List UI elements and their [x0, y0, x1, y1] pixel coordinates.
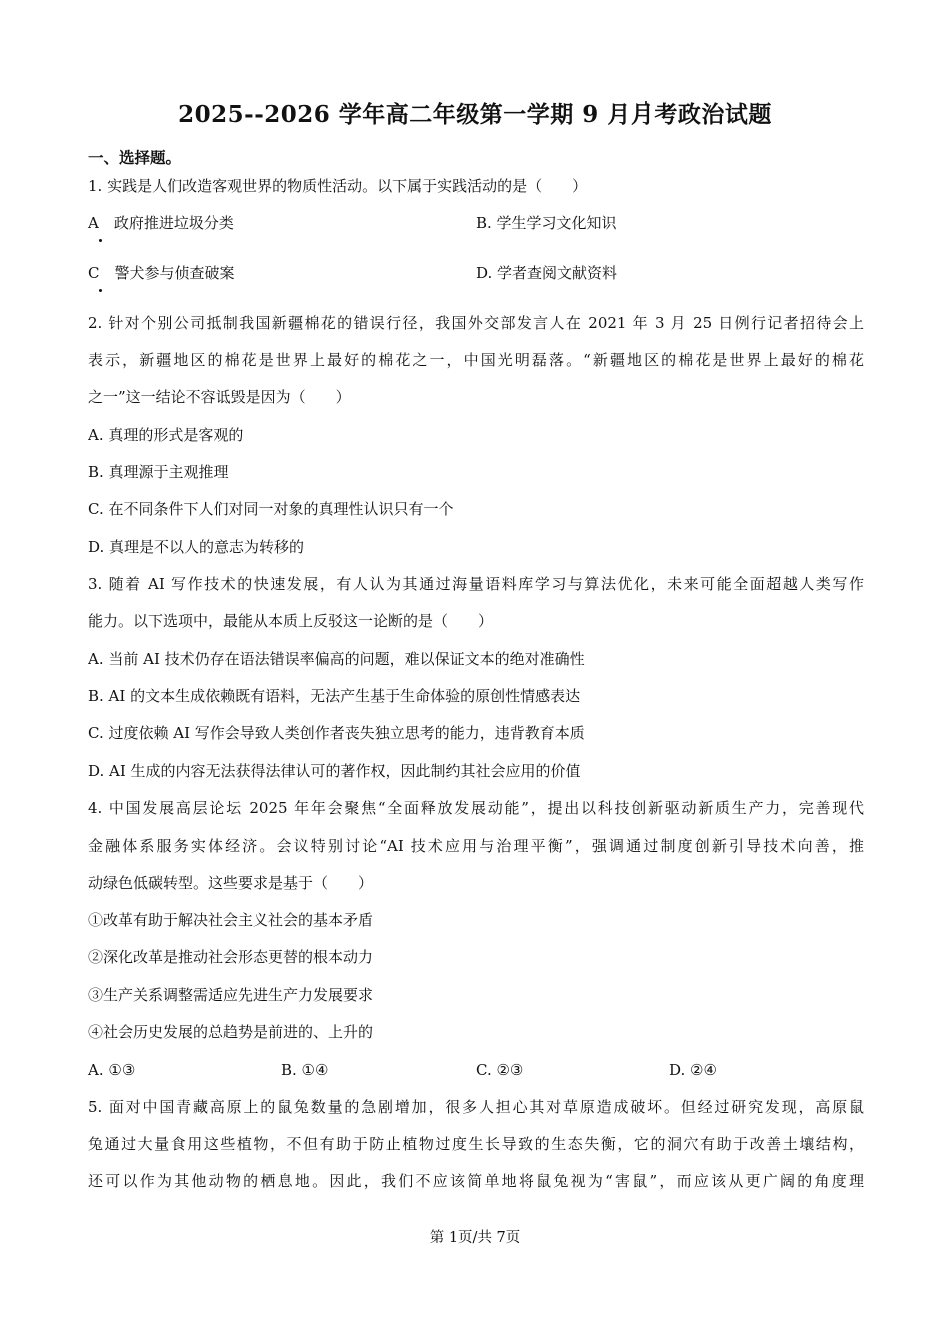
q1-option-c: C 警犬参与侦查破案 [88, 264, 235, 282]
q1-stem: 1. 实践是人们改造客观世界的物质性活动。以下属于实践活动的是（ ） [88, 177, 588, 195]
q4-stem-line-1: 4. 中国发展高层论坛 2025 年年会聚焦“全面释放发展动能”，提出以科技创新驱动新质生产力，完善现代 [88, 799, 864, 817]
q4-option-b: B. ①④ [281, 1061, 329, 1079]
q1-option-d: D. 学者查阅文献资料 [476, 264, 618, 282]
q4-option-c: C. ②③ [476, 1061, 524, 1079]
q2-stem-line-1: 2. 针对个别公司抵制我国新疆棉花的错误行径，我国外交部发言人在 2021 年 3 月 25 日例行记者招待会上 [88, 314, 864, 332]
q5-stem-line-3: 还可以作为其他动物的栖息地。因此，我们不应该简单地将鼠兔视为“害鼠”，而应该从更广阔的角度理 [88, 1172, 864, 1190]
q4-option-d: D. ②④ [669, 1061, 717, 1079]
q3-option-a: A. 当前 AI 技术仍存在语法错误率偏高的问题，难以保证文本的绝对准确性 [88, 650, 585, 668]
q1-option-a: A 政府推进垃圾分类 [88, 214, 234, 232]
q4-statement-2: ②深化改革是推动社会形态更替的根本动力 [88, 948, 374, 966]
q2-option-d: D. 真理是不以人的意志为转移的 [88, 538, 305, 556]
q3-option-d: D. AI 生成的内容无法获得法律认可的著作权，因此制约其社会应用的价值 [88, 762, 581, 780]
q3-option-c: C. 过度依赖 AI 写作会导致人类创作者丧失独立思考的能力，违背教育本质 [88, 724, 585, 742]
q2-stem-line-2: 表示，新疆地区的棉花是世界上最好的棉花之一，中国光明磊落。“新疆地区的棉花是世界上最好的棉花 [88, 351, 864, 369]
q4-statement-3: ③生产关系调整需适应先进生产力发展要求 [88, 986, 374, 1004]
q5-stem-line-2: 兔通过大量食用这些植物，不但有助于防止植物过度生长导致的生态失衡，它的洞穴有助于改善土壤结构， [88, 1135, 864, 1153]
page-title: 2025--2026 学年高二年级第一学期 9 月月考政治试题 [178, 101, 772, 128]
q3-stem-line-2: 能力。以下选项中，最能从本质上反驳这一论断的是（ ） [88, 612, 494, 630]
q2-stem-line-3: 之一”这一结论不容诋毁是因为（ ） [88, 388, 351, 406]
q2-option-a: A. 真理的形式是客观的 [88, 426, 244, 444]
q2-option-c: C. 在不同条件下人们对同一对象的真理性认识只有一个 [88, 500, 454, 518]
emphasis-dot [99, 239, 102, 242]
q4-statement-4: ④社会历史发展的总趋势是前进的、上升的 [88, 1023, 374, 1041]
q4-statement-1: ①改革有助于解决社会主义社会的基本矛盾 [88, 911, 374, 929]
q3-option-b: B. AI 的文本生成依赖既有语料，无法产生基于生命体验的原创性情感表达 [88, 687, 581, 705]
q4-stem-line-2: 金融体系服务实体经济。会议特别讨论“AI 技术应用与治理平衡”，强调通过制度创新引导技术向善，推 [88, 837, 864, 855]
q3-stem-line-1: 3. 随着 AI 写作技术的快速发展，有人认为其通过海量语料库学习与算法优化，未来可能全面超越人类写作 [88, 575, 864, 593]
page-footer: 第 1页/共 7页 [429, 1230, 521, 1246]
q5-stem-line-1: 5. 面对中国青藏高原上的鼠兔数量的急剧增加，很多人担心其对草原造成破坏。但经过研究发现，高原鼠 [88, 1098, 864, 1116]
emphasis-dot [99, 289, 102, 292]
q1-option-b: B. 学生学习文化知识 [476, 214, 617, 232]
q4-stem-line-3: 动绿色低碳转型。这些要求是基于（ ） [88, 874, 374, 892]
section-heading: 一、选择题。 [88, 148, 182, 167]
q2-option-b: B. 真理源于主观推理 [88, 463, 229, 481]
q4-option-a: A. ①③ [88, 1061, 136, 1079]
